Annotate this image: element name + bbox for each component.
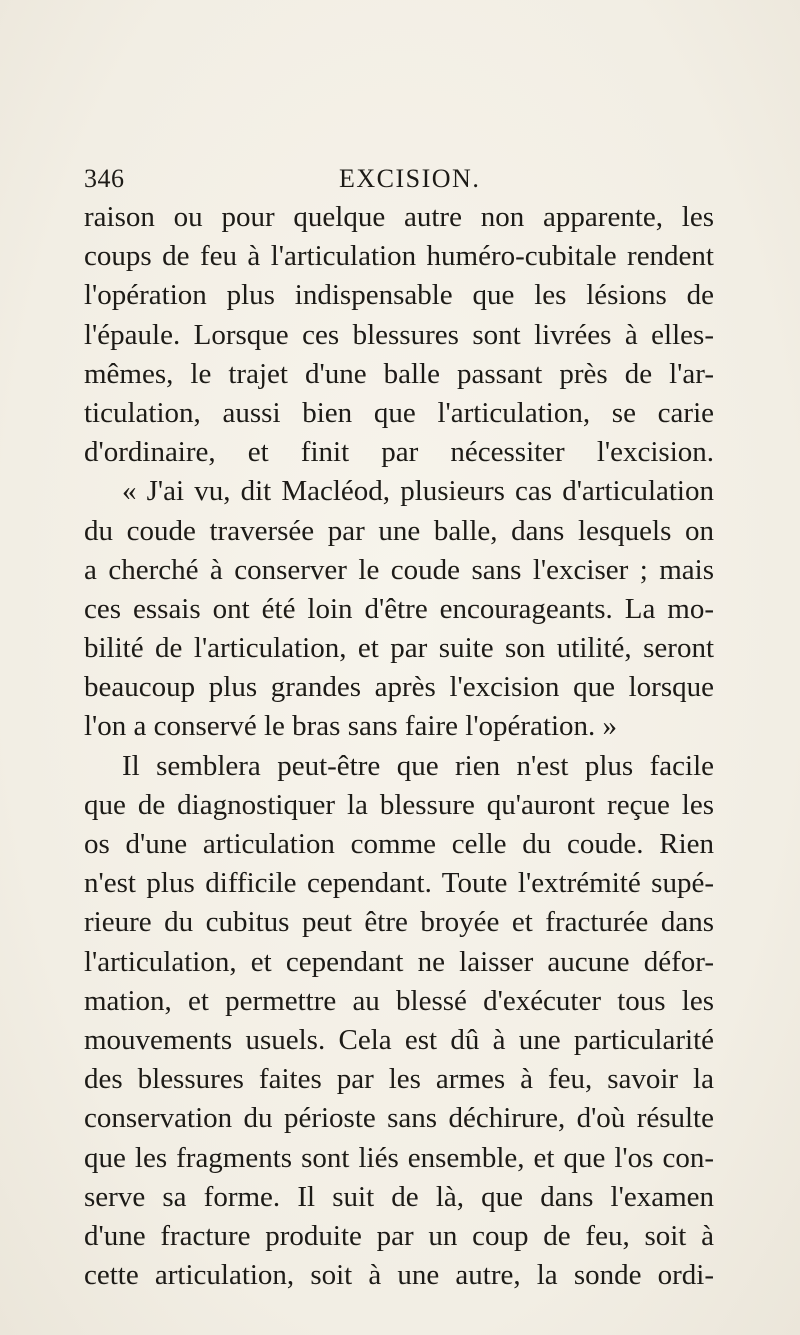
text-line: d'une fracture produite par un coup de feu, soit à [84, 1219, 714, 1252]
text-line: serve sa forme. Il suit de là, que dans l'examen [84, 1180, 714, 1213]
text-line: os d'une articulation comme celle du coude. Rien [84, 828, 714, 860]
text-line: Il semblera peut-être que rien n'est plus facile [122, 749, 714, 782]
text-line: a cherché à conserver le coude sans l'exciser ; mais [84, 553, 714, 586]
text-line: beaucoup plus grandes après l'excision que lorsque [84, 671, 714, 704]
text-line: des blessures faites par les armes à feu, savoir la [84, 1063, 714, 1096]
text-line: coups de feu à l'articulation huméro-cubitale rendent [84, 240, 714, 273]
text-line: que de diagnostiquer la blessure qu'auront reçue les [84, 788, 714, 821]
text-line: l'on a conservé le bras sans faire l'opération. » [84, 710, 618, 743]
text-line: l'articulation, et cependant ne laisser aucune défor- [84, 945, 714, 978]
text-line: « J'ai vu, dit Macléod, plusieurs cas d'articulation [122, 475, 714, 508]
text-line: rieure du cubitus peut être broyée et fracturée dans [84, 906, 714, 939]
text-line: l'opération plus indispensable que les lésions de [84, 279, 714, 312]
text-line: l'épaule. Lorsque ces blessures sont livrées à elles- [84, 318, 714, 351]
text-line: cette articulation, soit à une autre, la sonde ordi- [84, 1259, 714, 1292]
header-title: EXCISION. [339, 164, 481, 193]
text-line: ces essais ont été loin d'être encourageants. La mo- [84, 592, 714, 625]
text-line: d'ordinaire, et finit par nécessiter l'excision. [84, 436, 714, 469]
text-line: mouvements usuels. Cela est dû à une particularité [84, 1023, 714, 1056]
page-number: 346 [84, 164, 125, 193]
text-line: mêmes, le trajet d'une balle passant près de l'ar- [84, 357, 714, 390]
text-line: ticulation, aussi bien que l'articulation, se carie [84, 396, 714, 429]
text-line: conservation du périoste sans déchirure, d'où résulte [84, 1102, 714, 1135]
text-line: n'est plus difficile cependant. Toute l'extrémité supé- [84, 867, 714, 900]
body-text [84, 198, 714, 1295]
text-line: raison ou pour quelque autre non apparente, les [84, 201, 714, 233]
running-head [84, 159, 714, 199]
text-line: mation, et permettre au blessé d'exécuter tous les [84, 984, 714, 1017]
text-line: du coude traversée par une balle, dans lesquels on [84, 514, 714, 547]
text-line: que les fragments sont liés ensemble, et que l'os con- [84, 1141, 714, 1174]
text-line: bilité de l'articulation, et par suite son utilité, seront [84, 632, 714, 665]
